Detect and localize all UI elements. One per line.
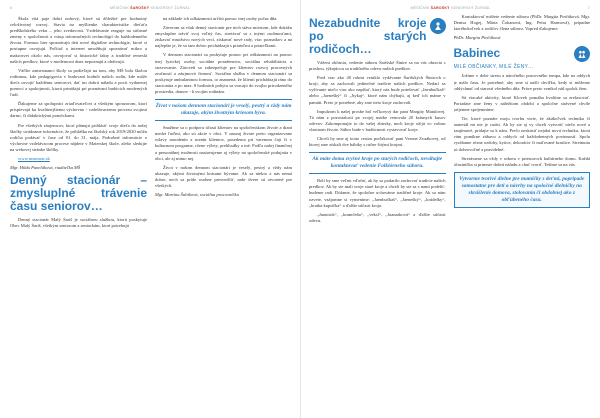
paragraph: Väčšie zamestnanci školy sa podieľajú na tom, aby MŠ bola školou rodinnou, kde pedagógovia v budovaní hodnôt našich rodín, kde môže dieťa osvojiť každému seniorovi, dať im dobrú náladu a pocit vydarenej pomoci a spokojnosti, ktorú prinášajú pri poznávaní budúcich moderných ľudí. <box>10 67 147 98</box>
magazine-title: MĚSÍČNÍK ŠAROŠKÝ SENIORSKÝ ŽURNÁL <box>109 6 191 10</box>
paragraph: Pred viac ako 40 rokmi vzniklo vydávanie Šarišských Šintroch o kroji, aby sa zachovali jedinečné tradície našich predkov. Nedarí sa vyšívanie niečo viac ako napíšať, ktorý nás bude potešovať „Jaenbučkaš“ alebo „Jaenešký“ či „Jtykaj“, ktoré nám chýbajú, aj keď ich máme v pamäti. Preto je potrebné, aby sme tieto kroje zachovali. <box>309 75 446 105</box>
paragraph: Záverom sa však denný stacionár pre nich stáva miestom, kde dokážu zmysluplne tráviť svoj voľný čas, stretávať sa s inými osobnosťami, získavať množstvo nových vecí, získavať nové rady, viac poznatkov a na najlepšie je, že sa tam dobro prichádzajú s priateľmi a priateľkami. <box>155 25 292 49</box>
paragraph: Ďakujeme za spolupráci zriaďovateľovi a všetkým sponzorom, ktorí prispievajú ku kvalitnejšiemu výchovno - vzdelávaciemu procesu svojimi darmi, či didaktickými pomôckami. <box>10 101 147 119</box>
right-column-2 <box>454 14 591 412</box>
paragraph: Život v našom dennom stacionári je veselý, pestrý a vždy nám ukazuje, akými životnými krásami bývame. Ak sa niekto z nás nemá dobre, nech sa príde osobne presvedčiť, naše dvere sú otvorené pre všetkých. <box>155 164 292 188</box>
paragraph: Denný stacionár Malý Šariš je sociálnou službou, ktorú poskytuje Obec Malý Šariš, všetkým seniorom a seniorkám, ktorí potrebujú <box>10 217 147 229</box>
signature: PhDr. Margita Pinčáková <box>453 35 501 41</box>
magazine-title: MĚSÍČNÍK ŠAROŠKÝ SENIORSKÝ ŽURNÁL <box>410 6 491 10</box>
paragraph: Chceli by sme aj touto cestou poďakovať pani Verone Zvaákovej, od ktorej sme získali dve bábiky s ručne šitými krojmi. <box>309 136 446 148</box>
left-column-1 <box>10 16 147 412</box>
paragraph: Kontaktovať môžete vedenie súboru (PhDr. Margita Pinčáková, Mgr. Denisa Hogej, Mária Čokanová, Ing. Petra Harmová), prípadne ktoréhokoľvek z rodičov člena súboru. Vopred ďakujeme. <box>453 14 590 32</box>
subheading: MILÉ OBČIANKY, MILÉ ŽENY… <box>453 64 534 71</box>
paragraph: Vážení občania, vedenie súboru Šarišské Šintre sa na vás obracia s prosbou, týkajúcou sa tradičného odevu našich predkov. <box>309 60 446 72</box>
paragraph: Snažíme sa o podporu účasti klientov na spoločenskom živote a dianí medzi ľuďmi, ako sú akcie v obci. V naozaj živote preto organizovane oslavy narodenín a menín klientov, posedenia pri varenom čaji či v kulturnom programe, rôzne výlety, prehliadky a iné. Podľa našej finančnej a personálnej možnosti nastavujeme aj výlety na spoločenské podujatia v obci, ale aj mimo nej. <box>155 125 292 161</box>
folk-ensemble-logo-icon <box>430 18 446 34</box>
website-link[interactable]: www.msmurar.sk <box>18 155 50 161</box>
paragraph: Impulzom k našej prosbe bol veľkorysý dar pani Margity Matulovej. Tá nám z pozostalosti po svojej matke venovala 20 krásnych kusov odevov. Zakomponujte to do vašej zbierky, nech kroje ožijú vo vašom vlastnom živote. Súbor bude v budúcnosti vystavovať kroje. <box>309 108 446 132</box>
left-page-columns <box>10 16 292 412</box>
left-page-number: 6 <box>10 6 13 10</box>
women-club-logo-icon <box>574 46 590 62</box>
signature: Mgr. Martina Šaltiková, sociálna pracovníčka <box>155 192 239 198</box>
left-column-2 <box>155 16 292 412</box>
pull-quote: Ak máte doma zvyšné kroje po starých rodičoch, neváhajte kontaktovať vedenie Folklórneho súboru. <box>309 152 446 174</box>
paragraph: Jožime v dobe stresu a náročného pracovného tempa, kde na oddych je málo času. Je potrebné, aby sme si našli chvíľku, kedy si môžeme oddýchnuť od starostí všedného dňa. Práve preto vznikol náš spolok žien. <box>453 73 590 91</box>
pull-quote: Život v našom dennom stacionári je veselý, pestrý a vždy nám ukazuje, akým životným kriesom býva. <box>155 99 292 121</box>
article-heading-kroje: Nezabudnite kroje po starých rodičoch… <box>309 16 427 56</box>
article-heading-babinec: Babinec <box>453 46 501 61</box>
left-page-header <box>0 6 300 14</box>
paragraph: Tie, ktoré poznáte moju tvorbu viete, že akákoľvek technika či materiál mi nie je cudzí. Ak by ste aj vy chceli vytvoriť niečo nové a zaujímavé, pridajte sa k nám. Prečo neskúsiť nejakú novú techniku, ktorá vám ponúkne zábavu a oddych od každodenných povinností. Spolu vyrábame rôzne ozdoby, kytice, dekorácie či maľované kraslice. Stretnutia sú dobrovoľné a pravidelné. <box>453 116 590 152</box>
paragraph: V dennom stacionári sa poskytuje pomoc pri odkázanosti na pomoc inej fyzickej osoby, sociálne poradenstvo, sociálna rehabilitácia a stravovanie. Zároveň sa zabezpečuje pre klientov rozvoj pracovných zručností a záujmová činnosť. Sociálna služba v dennom stacionári sa poskytuje ambulantnou formou, to znamená, že klienti prichádzajú ráno do stacionára a po max. 8 hodinách pobytu sa vracajú do svojho prirodzeného prostredia, domov - k svojim rodinám. <box>155 52 292 95</box>
paragraph: „Juanirok“, „kramčeňa“, „veksl“, „Juanarková“ a ďalšie súčasti odevu. <box>309 211 446 223</box>
signature: Mgr. Hilda Paneláková, riaditeľka MŠ <box>10 165 81 171</box>
paragraph: Boli by sme veľmi vďační, ak by sa podarilo zachovať tradície našich predkov. Ak by ste mali svoje staré kroje a chceli by ste sa s nami podeliť, budeme radi. Dúfame, že spoločne uchováme tradičné kroje. Ak sa nám ozvete, vzájomne si vymeníme: „Jaenbučkaš“, „Jaenešký“, „krúdelky“, „kratka kapsička“ a ďalšie súčasti kroja. <box>309 178 446 208</box>
right-page-number: 7 <box>587 6 590 10</box>
right-column-1 <box>309 14 446 412</box>
article-heading-stacionar: Denný stacionár – zmysluplné trávenie času seniorov… <box>10 173 147 214</box>
pull-quote-box: Vytvorme tvorivé dielne pre mamičky s deťmi, popripade samostatne pre deti a návrhy na spoločné dielničky na skrášlenie domova, stolovania či obdobnej ako z obľúbeného času. <box>454 172 591 208</box>
paragraph: Stretávame sa vždy v sobotu v priestoroch kultúrneho domu. Každá účastníčka si prinesie dobrú náladu a chuť tvoriť. Tešíme sa na vás. <box>453 155 590 167</box>
right-page-header <box>301 6 600 14</box>
paragraph: na základe ich odkázanosti určitú pomoc inej osoby počas dňa. <box>163 16 278 21</box>
right-page-columns <box>309 14 590 412</box>
paragraph: Škola vítá paje dobrí nohový, ktoré sú dôležité pre hodnotný celoživotný rozvoj. Stavia na myšlienke charakteristike dieťaťa predškolského veku – jeho zvedavosti. Vzdelávanie reaguje na súčasné zmeny v spoločnosti a vstup informačných technológií do každodenného života. Formou hier spoznávajú deti nové digitálne technológie, ktoré si postupne osvojujú. Počítač a internet umožňujú spoznávať mikro a makrosvet okolo nás, osvojovať si historické fakty a tradičné remeslá našich predkov, ktoré v modernosti dnes nepoznajú a obdivujú. <box>10 16 147 64</box>
paragraph: Pre všetkých záujemcov, ktorí plánujú prihlásiť svoje dieťa do našej školky uvádzame informácie, že prihláška na školský rok 2019/2020 môžu rodičia podávať v čase od 01. do 31. mája. Podrobné informácie o výchovne vzdelávacom procese nájdete v Materskej škole, alebo sledujte na webovej stránke škôlky. <box>10 122 147 152</box>
paragraph: Sú viacaké aktivity, ktoré Klovek pomáha kvalitne sa zrelaxovať. Poriadate sme ženy v náležitom období a spoločne strávené chvíle príjemne spríjemníme. <box>453 94 590 112</box>
right-page <box>300 0 600 418</box>
